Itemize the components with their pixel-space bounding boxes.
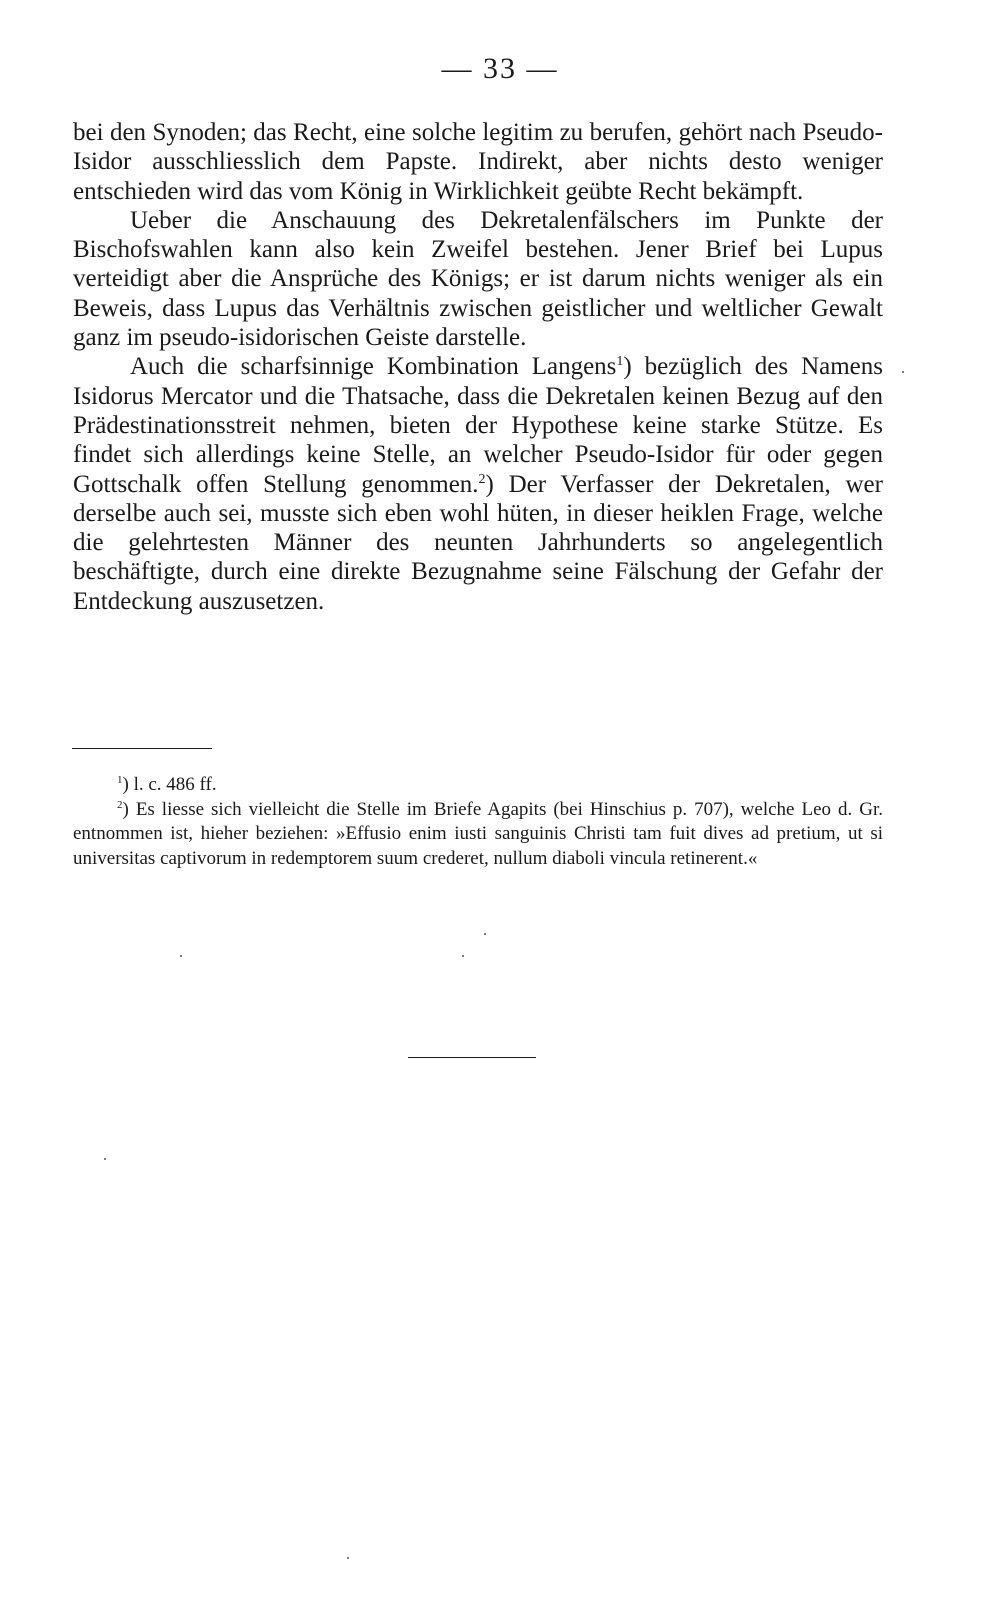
footnote-1-mark: 1 <box>117 774 123 786</box>
footnote-1-text: ) l. c. 486 ff. <box>122 774 217 795</box>
scan-speck <box>902 371 904 373</box>
scan-speck <box>180 955 182 957</box>
paragraph-1 <box>73 118 883 206</box>
scan-speck <box>484 933 486 935</box>
paragraph-2 <box>73 206 883 352</box>
footnote-ref-1: 1 <box>616 354 624 370</box>
footnote-separator <box>72 748 212 749</box>
paragraph-3-text-c: ) Der Verfasser der Dekretalen, wer derselbe auch sei, musste sich eben wohl hüten, in dieser heiklen Frage, welche die gelehrtesten Männer des neunten Jahrhunderts so angelegentlich beschäftigte, durch eine direkte Bezugnahme seine Fälschung der Gefahr der Entdeckung auszusetzen. <box>73 470 883 615</box>
scan-speck <box>347 1557 349 1559</box>
footnote-1 <box>73 773 883 798</box>
footnote-ref-2: 2 <box>478 471 486 487</box>
page-number: — 33 — <box>441 52 559 85</box>
end-rule <box>408 1057 536 1058</box>
paragraph-2-text: Ueber die Anschauung des Dekretalenfälschers im Punkte der Bischofswahlen kann also kein Zweifel bestehen. Jener Brief bei Lupus verteidigt aber die Ansprüche des Königs; er ist darum nichts weniger als ein Beweis, dass Lupus das Verhältnis zwischen geistlicher und weltlicher Gewalt ganz im pseudo-isidorischen Geiste darstelle. <box>73 206 883 352</box>
footnote-2-text: ) Es liesse sich vielleicht die Stelle im Briefe Agapits (bei Hinschius p. 707), welche Leo d. Gr. entnommen ist, hieher beziehen: »Effusio enim iusti sanguinis Christi tam fuit dives ad pretium, ut si universitas captivorum in redemptorem suum crederet, nullum diaboli vincula retinerent.« <box>73 798 883 869</box>
footnotes <box>73 773 883 871</box>
scan-speck <box>104 1158 106 1160</box>
paragraph-3-text-a: Auch die scharfsinnige Kombination Langens <box>130 353 617 381</box>
paragraph-1-text: bei den Synoden; das Recht, eine solche legitim zu berufen, gehört nach Pseudo-Isidor ausschliesslich dem Papste. Indirekt, aber nichts desto weniger entschieden wird das vom König in Wirklichkeit geübte Recht bekämpft. <box>73 119 883 205</box>
main-text <box>73 118 883 616</box>
paragraph-3 <box>73 352 883 616</box>
paragraph-3-text-b: ) bezüglich des Namens Isidorus Mercator und die Thatsache, dass die Dekretalen keinen Bezug auf den Prädestinationsstreit nehmen, bieten der Hypothese keine starke Stütze. Es findet sich allerdings keine Stelle, an welcher Pseudo-Isidor für oder gegen Gottschalk offen Stellung genommen. <box>73 353 883 498</box>
footnote-2 <box>73 798 883 872</box>
footnote-2-mark: 2 <box>117 798 123 811</box>
scan-speck <box>462 955 464 957</box>
